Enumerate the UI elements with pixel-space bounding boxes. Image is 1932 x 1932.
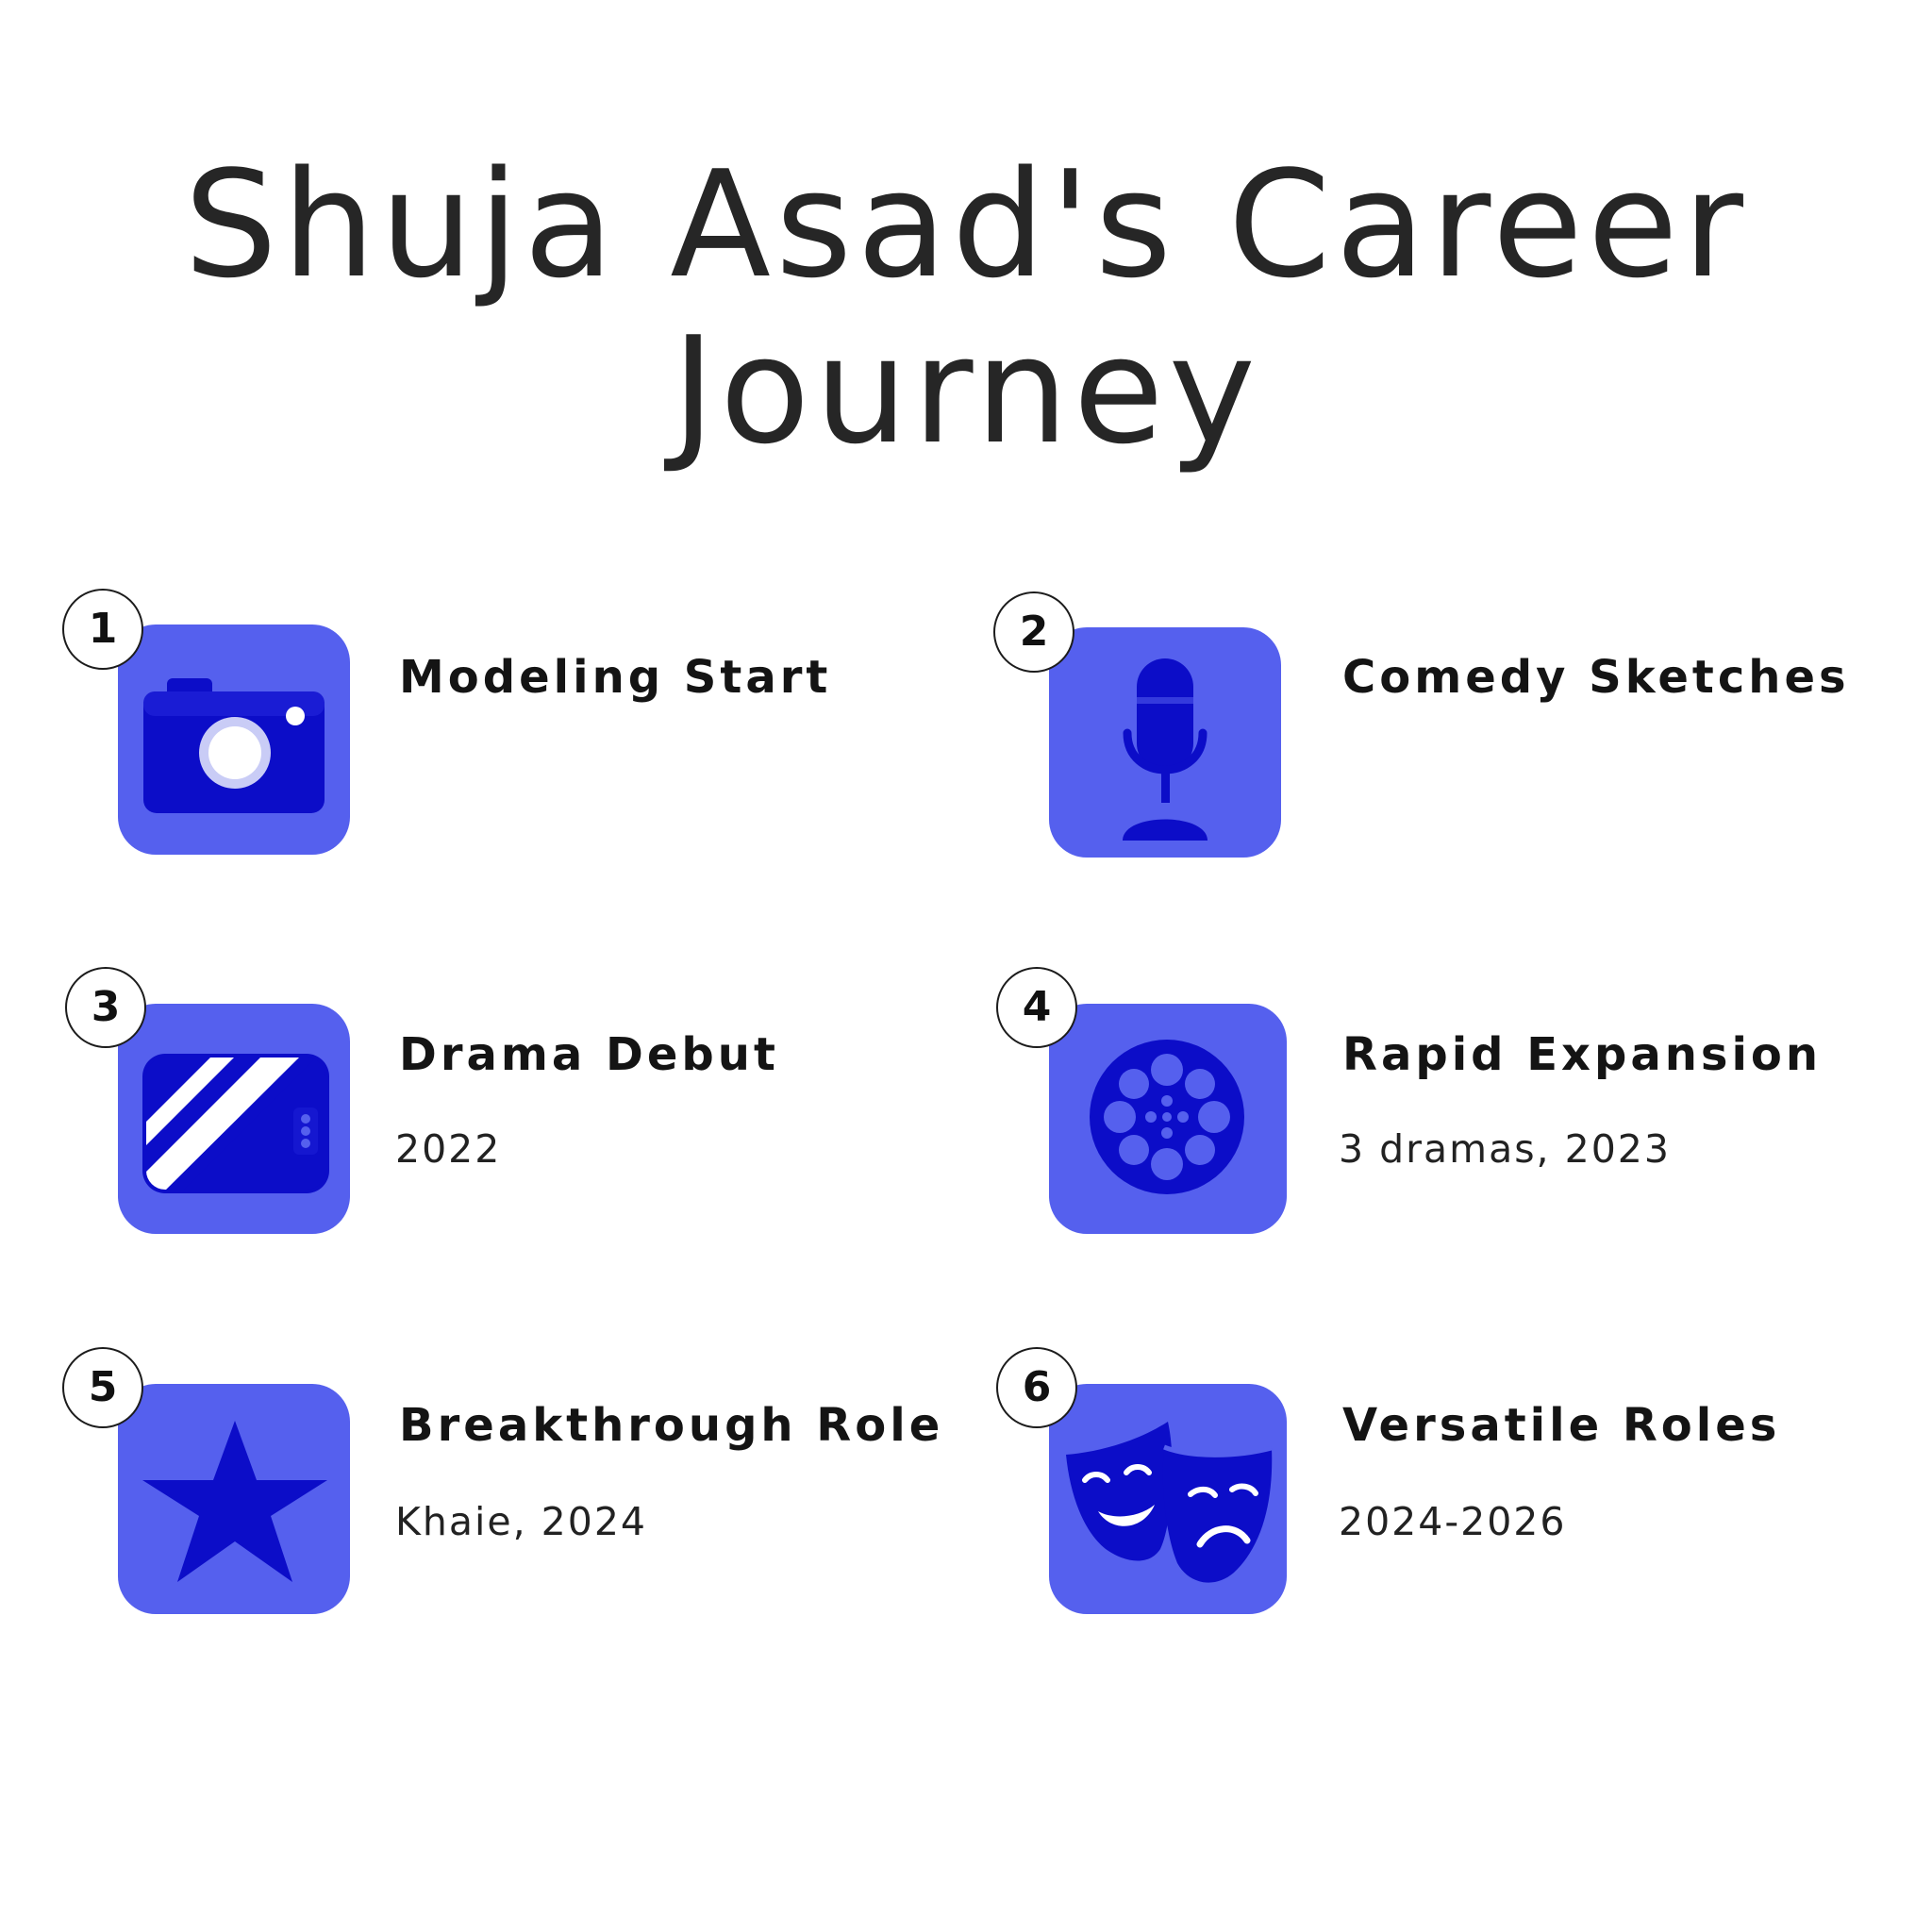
step-2-title: Comedy Sketches bbox=[1342, 651, 1850, 704]
step-6-tile bbox=[1049, 1384, 1287, 1614]
step-2-number-badge: 2 bbox=[993, 591, 1074, 673]
step-3-detail: 2022 bbox=[395, 1126, 502, 1172]
step-1-number-badge: 1 bbox=[62, 589, 143, 670]
theater-masks-icon bbox=[1049, 1384, 1287, 1614]
step-4-title: Rapid Expansion bbox=[1342, 1028, 1823, 1081]
step-6-title: Versatile Roles bbox=[1342, 1399, 1781, 1452]
camera-icon bbox=[118, 625, 350, 855]
step-5-tile bbox=[118, 1384, 350, 1614]
star-icon bbox=[118, 1384, 350, 1614]
step-2-tile bbox=[1049, 627, 1281, 858]
step-3-number-badge: 3 bbox=[65, 967, 146, 1048]
step-5-title: Breakthrough Role bbox=[399, 1399, 944, 1452]
film-reel-icon bbox=[1049, 1004, 1287, 1234]
step-5-detail: Khaie, 2024 bbox=[395, 1499, 648, 1544]
step-1-title: Modeling Start bbox=[399, 651, 832, 704]
step-6-detail: 2024-2026 bbox=[1339, 1499, 1567, 1544]
microphone-icon bbox=[1049, 627, 1281, 858]
tv-screen-icon bbox=[118, 1004, 350, 1234]
step-4-detail: 3 dramas, 2023 bbox=[1339, 1126, 1671, 1172]
step-5-number-badge: 5 bbox=[62, 1347, 143, 1428]
step-3-title: Drama Debut bbox=[399, 1028, 779, 1081]
step-6-number-badge: 6 bbox=[996, 1347, 1077, 1428]
step-1-tile bbox=[118, 625, 350, 855]
step-3-tile bbox=[118, 1004, 350, 1234]
page-title: Shuja Asad's Career Journey bbox=[184, 139, 1748, 476]
step-4-number-badge: 4 bbox=[996, 967, 1077, 1048]
step-4-tile bbox=[1049, 1004, 1287, 1234]
